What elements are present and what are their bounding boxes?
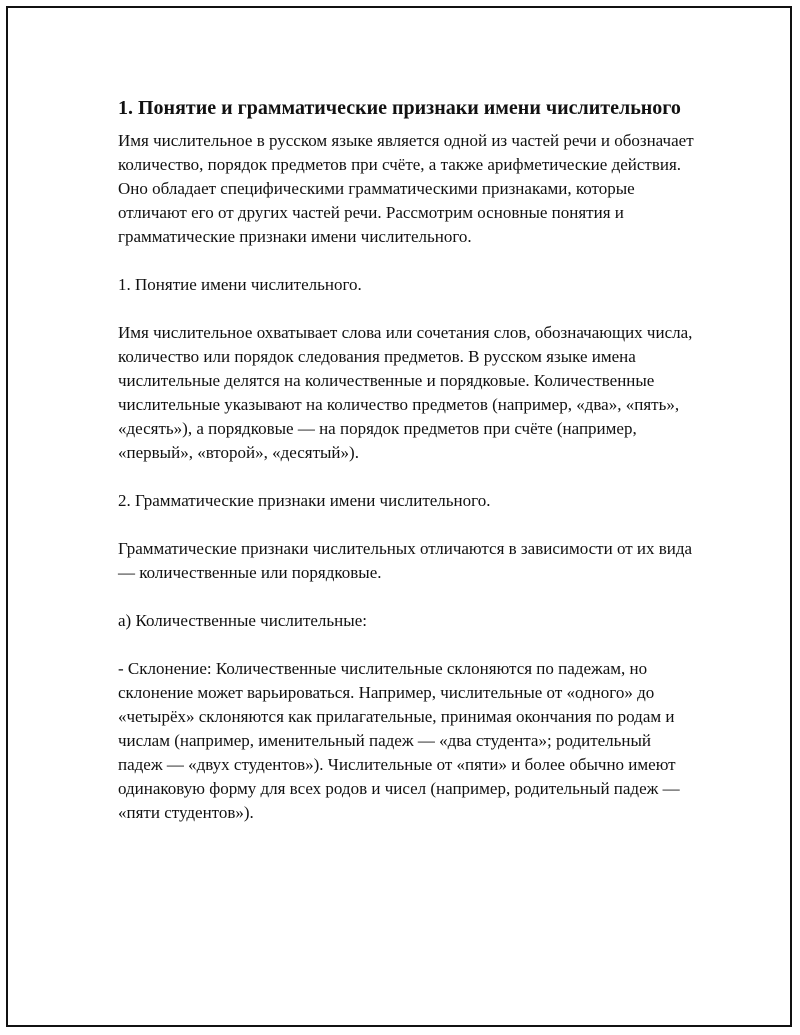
section-1-title: 1. Понятие имени числительного.	[118, 275, 362, 294]
declension-paragraph: - Склонение: Количественные числительные склоняются по падежам, но склонение может варьироваться. Например, числительные от «одного» до «четырёх» склоняются как прилагательные, принимая окончания по родам и числам (например, именительный падеж — «два студента»; родительный падеж — «двух студентов»). Числительные от «пяти» и более обычно имеют одинаковую форму для всех родов и чисел (например, родительный падеж — «пяти студентов»).	[118, 659, 680, 822]
section-2-title: 2. Грамматические признаки имени числительного.	[118, 491, 491, 510]
document-body	[118, 95, 698, 849]
section-1-paragraph: Имя числительное охватывает слова или сочетания слов, обозначающих числа, количество или порядок следования предметов. В русском языке имена числительные делятся на количественные и порядковые. Количественные числительные указывают на количество предметов (например, «два», «пять», «десять»), а порядковые — на порядок предметов при счёте (например, «первый», «второй», «десятый»).	[118, 323, 693, 462]
section-2-paragraph: Грамматические признаки числительных отличаются в зависимости от их вида — количественные или порядковые.	[118, 539, 693, 582]
intro-paragraph: Имя числительное в русском языке является одной из частей речи и обозначает количество, порядок предметов при счёте, а также арифметические действия. Оно обладает специфическими грамматическими признаками, которые отличают его от других частей речи. Рассмотрим основные понятия и грамматические признаки имени числительного.	[118, 131, 694, 246]
document-heading: 1. Понятие и грамматические признаки имени числительного	[118, 97, 681, 119]
subsection-a-title: а) Количественные числительные:	[118, 611, 367, 630]
